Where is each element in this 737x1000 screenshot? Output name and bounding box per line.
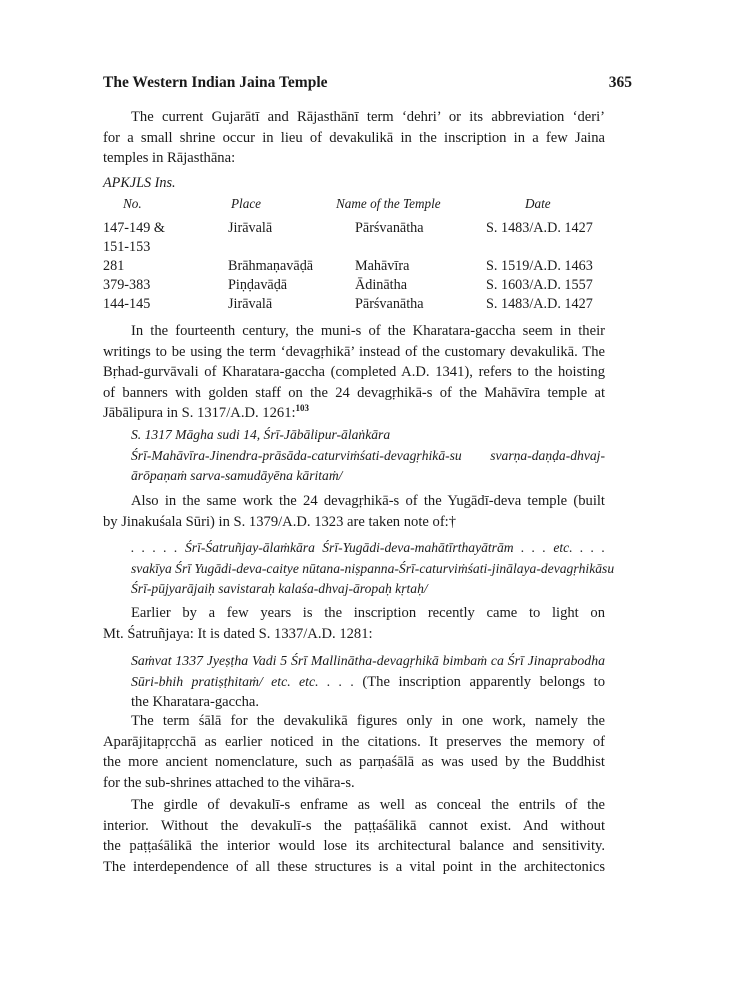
text-line: the paṭṭaśālikā the interior would lose its architectural balance and sensitivity.	[103, 838, 605, 854]
paragraph-satrunjaya	[103, 603, 605, 644]
text-line: of banners with golden staff on the 24 devagṛhikā-s of the Mahāvīra temple at	[103, 384, 605, 401]
cell-no: 147-149 &	[103, 220, 165, 236]
text-line: interior. Without the devakulī-s the paṭṭaśālikā cannot exist. And without	[103, 817, 605, 834]
text-line: by Jinakuśala Sūri) in S. 1379/A.D. 1323 are taken note of:†	[103, 513, 457, 530]
text-line: temples in Rājasthāna:	[103, 150, 236, 166]
column-header: Date	[525, 196, 551, 211]
cell-temple: Pārśvanātha	[355, 220, 424, 236]
running-header	[103, 74, 632, 96]
cell-date: S. 1483/A.D. 1427	[486, 220, 593, 236]
table-row	[103, 239, 605, 258]
text-line: Earlier by a few years is the inscription recently came to light on	[131, 605, 605, 621]
text-line: for the sub-shrines attached to the vihāra-s.	[103, 774, 355, 791]
text-line: writings to be using the term ‘devagṛhikā’ instead of the customary devakulikā. The	[103, 343, 605, 360]
paragraph-sala	[103, 711, 605, 793]
running-title: The Western Indian Jaina Temple	[103, 74, 328, 91]
quote-line: S. 1317 Māgha sudi 14, Śrī-Jābālipur-ālaṅkāra	[131, 427, 391, 442]
footnote-marker[interactable]: 103	[295, 403, 310, 414]
table-caption: APKJLS Ins.	[103, 175, 176, 191]
column-header: Place	[231, 196, 262, 211]
inscription-quote-2	[131, 538, 615, 600]
cell-no: 144-145	[103, 296, 151, 312]
cell-date: S. 1483/A.D. 1427	[486, 296, 593, 312]
quote-line: Sūri-bhih pratiṣṭhitaṁ/ etc. etc. . . . (The inscription apparently belongs to	[131, 673, 605, 690]
cell-date: S. 1519/A.D. 1463	[486, 258, 593, 274]
table-row	[103, 296, 605, 315]
text-line: The term śālā for the devakulikā figures only in one work, namely the	[131, 713, 605, 729]
paragraph-girdle	[103, 795, 605, 877]
paragraph-devagrhika	[103, 321, 605, 424]
cell-place: Jirāvalā	[228, 296, 273, 312]
text-line: In the fourteenth century, the muni-s of the Kharatara-gaccha seem in their	[131, 323, 605, 339]
cell-temple: Ādinātha	[355, 277, 408, 293]
cell-place: Jirāvalā	[228, 220, 273, 236]
cell-temple: Mahāvīra	[355, 258, 410, 274]
text-line: Mt. Śatruñjaya: It is dated S. 1337/A.D. 1281:	[103, 625, 373, 642]
quote-line: ārōpaṇaṁ sarva-samudāyēna kāritaṁ/	[131, 468, 343, 483]
cell-place: Piṇḍavāḍā	[228, 277, 288, 293]
quote-line: Śrī-Mahāvīra-Jinendra-prāsāda-caturviṁśati-devagṛhikā-su svarṇa-daṇḍa-dhvaj-	[131, 447, 605, 463]
quote-line: the Kharatara-gaccha.	[131, 694, 260, 710]
inscription-table	[103, 175, 605, 315]
table-header-row	[103, 196, 605, 220]
cell-place: Brāhmaṇavāḍā	[228, 258, 314, 274]
quote-line: . . . . . Śrī-Śatruñjay-ālaṁkāra Śrī-Yugādi-deva-mahātīrthayātrām . . . etc. . . .	[131, 540, 605, 555]
text-line: Bṛhad-gurvāvali of Kharatara-gaccha (completed A.D. 1341), refers to the hoisting	[103, 364, 605, 380]
inscription-quote-3	[131, 651, 605, 713]
quote-line: Śrī-pūjyarājaiḥ savistaraḥ kalaśa-dhvaj-āropaḥ kṛtaḥ/	[131, 581, 428, 596]
table-row	[103, 277, 605, 296]
text-line: Aparājitapṛcchā as earlier noticed in the citations. It preserves the memory of	[103, 733, 605, 750]
cell-temple: Pārśvanātha	[355, 296, 424, 312]
cell-no: 281	[103, 258, 125, 274]
paragraph-yugadi	[103, 491, 605, 532]
quote-line: svakīya Śrī Yugādi-deva-caitye nūtana-niṣpanna-Śrī-caturviṁśati-jinālaya-devagṛhikāsu	[131, 560, 615, 576]
text-line: the more ancient nomenclature, such as parṇaśālā as was used by the Buddhist	[103, 754, 605, 770]
cell-no: 379-383	[103, 277, 151, 293]
column-header: No.	[123, 196, 142, 211]
page-number: 365	[608, 74, 632, 91]
text-line: The current Gujarātī and Rājasthānī term ‘dehri’ or its abbreviation ‘deri’	[131, 109, 605, 125]
column-header: Name of the Temple	[336, 196, 441, 211]
text-line: Also in the same work the 24 devagṛhikā-s of the Yugādī-deva temple (built	[131, 493, 605, 509]
text-line: for a small shrine occur in lieu of devakulikā in the inscription in a few Jaina	[103, 129, 605, 146]
quote-line: Saṁvat 1337 Jyeṣṭha Vadi 5 Śrī Mallinātha-devagṛhikā bimbaṁ ca Śrī Jinaprabodha	[131, 653, 605, 668]
cell-date: S. 1603/A.D. 1557	[486, 277, 593, 293]
text-line: The interdependence of all these structures is a vital point in the architectonics	[103, 858, 605, 875]
cell-no: 151-153	[103, 239, 151, 255]
text-line: The girdle of devakulī-s enframe as well as conceal the entrils of the	[131, 797, 605, 813]
inscription-quote-1	[131, 425, 605, 487]
table-row	[103, 258, 605, 277]
text-line: Jābālipura in S. 1317/A.D. 1261:$^{103}$	[103, 403, 310, 421]
table-row	[103, 220, 605, 239]
intro-paragraph	[103, 107, 605, 169]
